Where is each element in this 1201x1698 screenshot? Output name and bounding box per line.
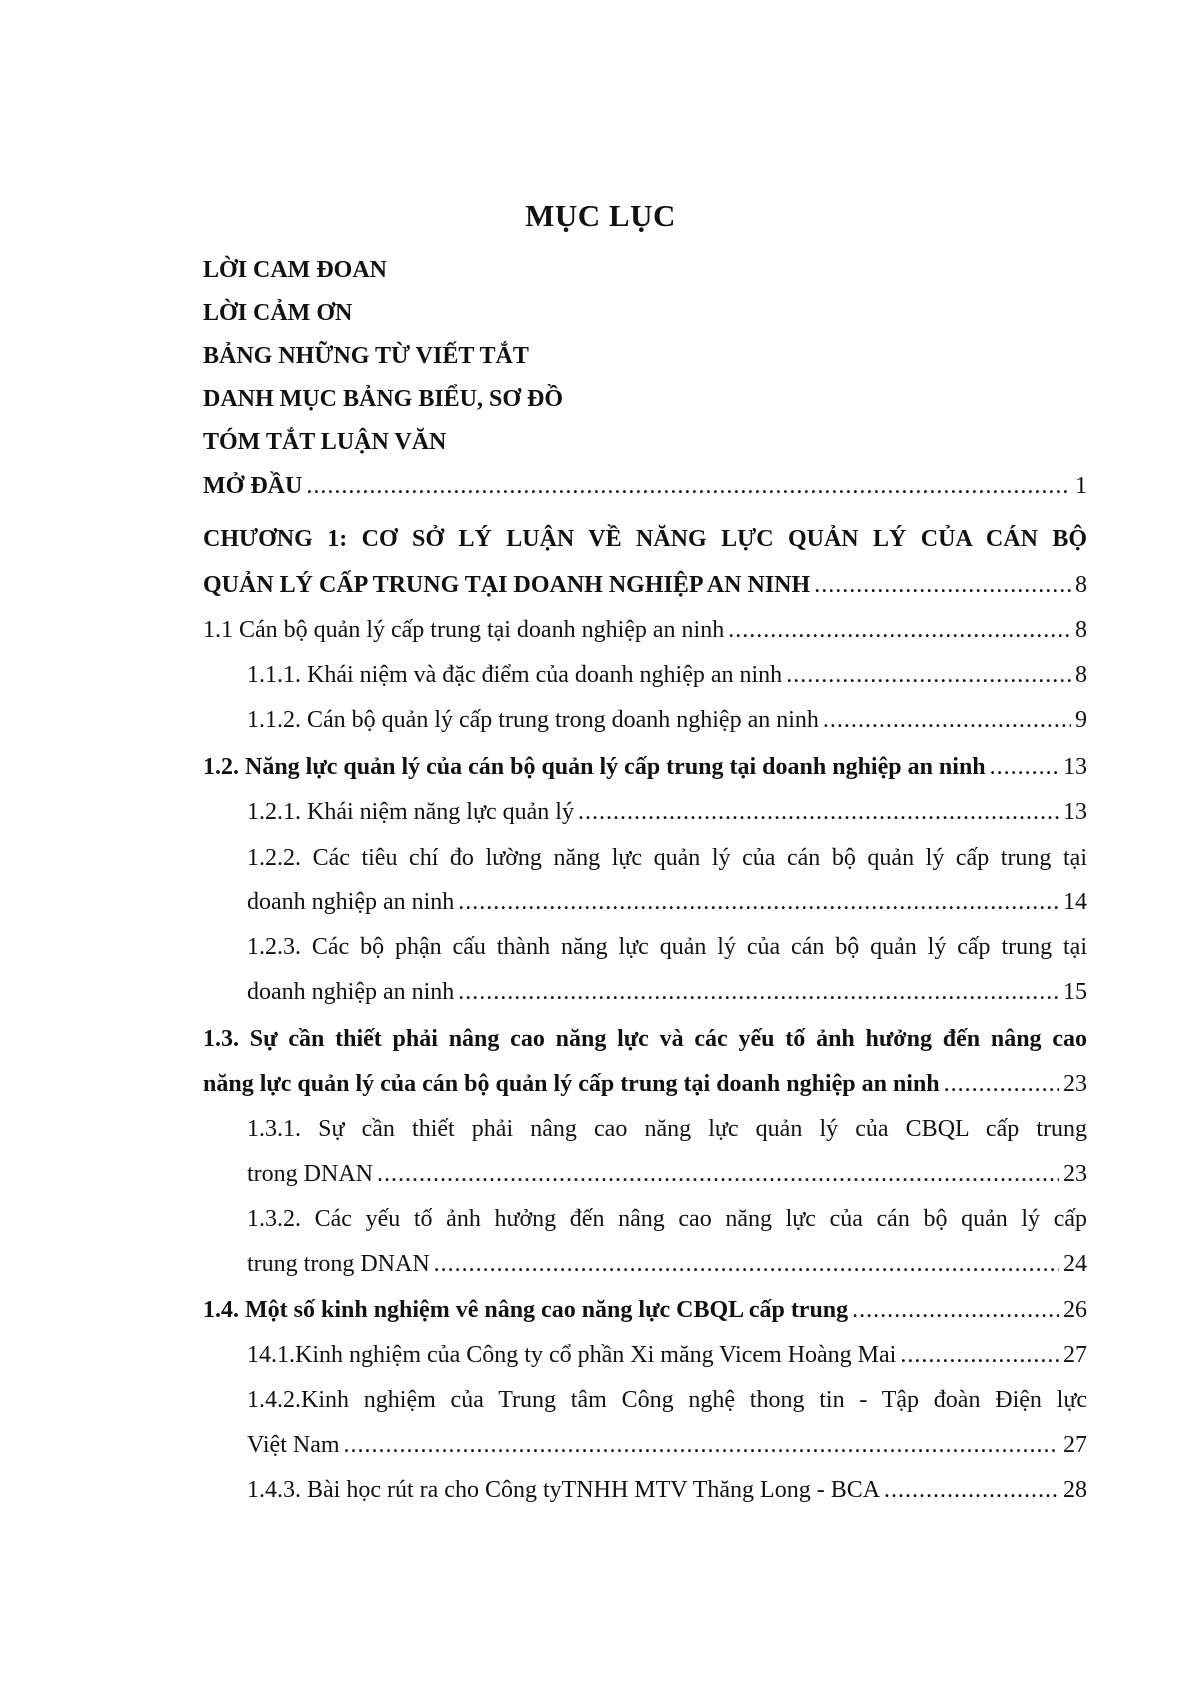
toc-entry[interactable]: [247, 1378, 1087, 1423]
toc-page-number: 28: [1063, 1477, 1087, 1503]
dot-leader: [344, 1423, 1059, 1468]
toc-entry-text: 1.1 Cán bộ quản lý cấp trung tại doanh nghiệp an ninh: [203, 617, 725, 643]
dot-leader: [823, 698, 1071, 743]
toc-entry[interactable]: [247, 653, 1087, 698]
toc-title: MỤC LỤC: [525, 198, 676, 233]
toc-entry[interactable]: [247, 880, 1087, 925]
toc-entry-text: 1.4.3. Bài học rút ra cho Công tyTNHH MTV Thăng Long - BCA: [247, 1477, 881, 1503]
dot-leader: [306, 464, 1071, 509]
toc-page-number: 27: [1063, 1342, 1087, 1368]
toc-page-number: 8: [1075, 572, 1087, 598]
toc-entry-text: 1.2. Năng lực quản lý của cán bộ quản lý cấp trung tại doanh nghiệp an ninh: [203, 754, 986, 780]
toc-entry-text: 1.3.1. Sự cần thiết phải nâng cao năng lực quản lý của CBQL cấp trung: [247, 1116, 1087, 1142]
toc-entry[interactable]: [247, 1242, 1087, 1287]
toc-entry-text: LỜI CAM ĐOAN: [203, 257, 387, 283]
dot-leader: [814, 563, 1071, 608]
toc-entry[interactable]: [203, 608, 1087, 653]
toc-page-number: 13: [1063, 754, 1087, 780]
toc-entry-text: doanh nghiệp an ninh: [247, 889, 455, 915]
toc-entry-text: năng lực quản lý của cán bộ quản lý cấp trung tại doanh nghiệp an ninh: [203, 1071, 940, 1097]
toc-entry[interactable]: [203, 464, 1087, 509]
toc-entry-text: trong DNAN: [247, 1161, 373, 1187]
toc-page-number: 15: [1063, 979, 1087, 1005]
toc-entry[interactable]: [203, 248, 1087, 293]
toc-entry-text: TÓM TẮT LUẬN VĂN: [203, 429, 447, 455]
toc-page-number: 1: [1075, 473, 1087, 499]
dot-leader: [852, 1288, 1059, 1333]
toc-page-number: 27: [1063, 1432, 1087, 1458]
toc-entry[interactable]: [203, 1017, 1087, 1062]
toc-entry[interactable]: [247, 1107, 1087, 1152]
toc-entry[interactable]: [247, 925, 1087, 970]
toc-page-number: 9: [1075, 707, 1087, 733]
toc-entry-text: 1.1.2. Cán bộ quản lý cấp trung trong doanh nghiệp an ninh: [247, 707, 819, 733]
dot-leader: [990, 745, 1059, 790]
dot-leader: [578, 790, 1059, 835]
dot-leader: [884, 1468, 1059, 1513]
toc-entry[interactable]: [203, 334, 1087, 379]
dot-leader: [786, 653, 1071, 698]
dot-leader: [900, 1333, 1059, 1378]
toc-entry[interactable]: [203, 377, 1087, 422]
toc-entry[interactable]: [247, 836, 1087, 881]
toc-entry-text: 14.1.Kinh nghiệm của Công ty cổ phần Xi măng Vicem Hoàng Mai: [247, 1342, 897, 1368]
toc-entry-text: BẢNG NHỮNG TỪ VIẾT TẮT: [203, 343, 529, 369]
toc-entry[interactable]: [203, 291, 1087, 336]
dot-leader: [458, 880, 1059, 925]
toc-entry-text: DANH MỤC BẢNG BIỂU, SƠ ĐỒ: [203, 386, 564, 412]
toc-entry-text: trung trong DNAN: [247, 1251, 430, 1277]
toc-entry[interactable]: [247, 1468, 1087, 1513]
toc-entry-text: 1.3. Sự cần thiết phải nâng cao năng lực và các yếu tố ảnh hưởng đến nâng cao: [203, 1026, 1087, 1052]
toc-entry[interactable]: [247, 1197, 1087, 1242]
toc-page-number: 23: [1063, 1161, 1087, 1187]
toc-entry[interactable]: [203, 1288, 1087, 1333]
toc-entry-text: 1.1.1. Khái niệm và đặc điểm của doanh nghiệp an ninh: [247, 662, 783, 688]
dot-leader: [944, 1062, 1059, 1107]
toc-entry[interactable]: [203, 563, 1087, 608]
toc-entry-text: 1.4.2.Kinh nghiệm của Trung tâm Công nghệ thong tin - Tập đoàn Điện lực: [247, 1387, 1087, 1413]
toc-page-number: 8: [1075, 662, 1087, 688]
toc-page-number: 24: [1063, 1251, 1087, 1277]
toc-entry-text: LỜI CẢM ƠN: [203, 300, 353, 326]
toc-entry[interactable]: [203, 745, 1087, 790]
toc-page-number: 13: [1063, 799, 1087, 825]
toc-entry-text: Việt Nam: [247, 1432, 340, 1458]
toc-page-number: 8: [1075, 617, 1087, 643]
toc-entry[interactable]: [247, 790, 1087, 835]
toc-entry[interactable]: [203, 420, 1087, 465]
toc-entry-text: doanh nghiệp an ninh: [247, 979, 455, 1005]
toc-entry-text: 1.2.1. Khái niệm năng lực quản lý: [247, 799, 574, 825]
toc-entry-text: 1.2.2. Các tiêu chí đo lường năng lực quản lý của cán bộ quản lý cấp trung tại: [247, 845, 1087, 871]
toc-entry-text: CHƯƠNG 1: CƠ SỞ LÝ LUẬN VỀ NĂNG LỰC QUẢN LÝ CỦA CÁN BỘ: [203, 526, 1087, 552]
toc-entry[interactable]: [247, 1152, 1087, 1197]
toc-entry[interactable]: [247, 970, 1087, 1015]
toc-entry[interactable]: [203, 1062, 1087, 1107]
dot-leader: [728, 608, 1071, 653]
toc-entry-text: 1.3.2. Các yếu tố ảnh hưởng đến nâng cao năng lực của cán bộ quản lý cấp: [247, 1206, 1087, 1232]
toc-page-number: 23: [1063, 1071, 1087, 1097]
dot-leader: [458, 970, 1059, 1015]
toc-entry[interactable]: [247, 1423, 1087, 1468]
toc-page-number: 26: [1063, 1297, 1087, 1323]
dot-leader: [434, 1242, 1059, 1287]
dot-leader: [377, 1152, 1059, 1197]
toc-entry-text: 1.2.3. Các bộ phận cấu thành năng lực quản lý của cán bộ quản lý cấp trung tại: [247, 934, 1087, 960]
toc-entry-text: 1.4. Một số kinh nghiệm vê nâng cao năng lực CBQL cấp trung: [203, 1297, 849, 1323]
toc-entry[interactable]: [247, 698, 1087, 743]
toc-entry[interactable]: [203, 517, 1087, 562]
toc-entry-text: MỞ ĐẦU: [203, 473, 303, 499]
toc-entry-text: QUẢN LÝ CẤP TRUNG TẠI DOANH NGHIỆP AN NINH: [203, 572, 811, 598]
toc-entry[interactable]: [247, 1333, 1087, 1378]
toc-page-number: 14: [1063, 889, 1087, 915]
